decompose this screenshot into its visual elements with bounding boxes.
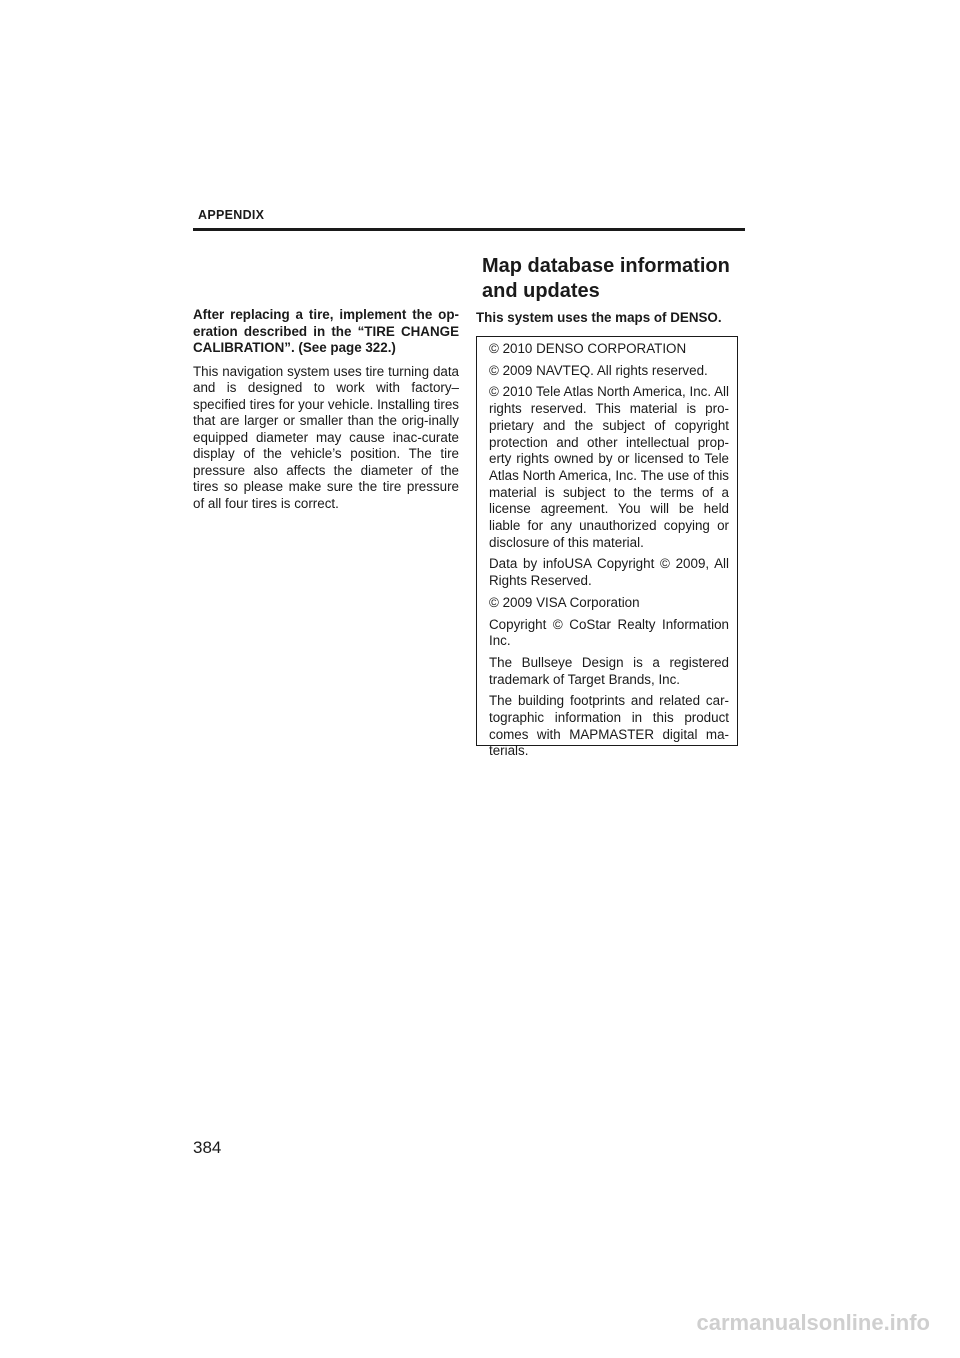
map-source-intro: This system uses the maps of DENSO. [476,310,722,325]
notice-costar: Copyright © CoStar Realty Information Inc. [489,616,729,649]
notice-denso: © 2010 DENSO CORPORATION [489,341,687,356]
notice-navteq: © 2009 NAVTEQ. All rights reserved. [489,362,708,378]
section-header-label: APPENDIX [198,208,265,222]
watermark: carmanualsonline.info [696,1310,930,1335]
tire-info-paragraph: This navigation system uses tire turning data and is designed to work with factory–specified tires for your vehicle. Installing tires that are larger or smaller than the orig-inally equipped diameter may cause inac-curate display of the vehicle’s position. The tire pressure also affects the diameter of the tires so please make sure the tire pressure of all four tires is correct. [193,363,459,511]
copyright-notice-box [476,336,738,759]
notice-infousa: Data by infoUSA Copyright © 2009, All Rights Reserved. [489,556,729,589]
notice-mapmaster: The building footprints and related car-tographic information in this product comes with MAPMASTER digital ma-terials. [489,693,729,759]
page-title [482,254,752,304]
tire-change-instruction: After replacing a tire, implement the op-eration described in the “TIRE CHANGE CALIBRATION”. (See page 322.) [193,307,459,355]
page-title-line-2: and updates [482,280,600,302]
notice-visa: © 2009 VISA Corporation [489,594,640,610]
notice-bullseye: The Bullseye Design is a registered trademark of Target Brands, Inc. [489,654,729,687]
header-rule [193,228,745,231]
page-title-line-1: Map database information [482,255,730,277]
notice-tele-atlas: © 2010 Tele Atlas North America, Inc. All rights reserved. This material is pro-prietary and the subject of copyright protection and other intellectual prop-erty rights owned by or licensed to Tele Atlas North America, Inc. The use of this material is subject to the terms of a license agreement. You will be held liable for any unauthorized copying or disclosure of this material. [489,384,729,550]
page-number: 384 [193,1138,222,1157]
left-column [193,307,459,519]
